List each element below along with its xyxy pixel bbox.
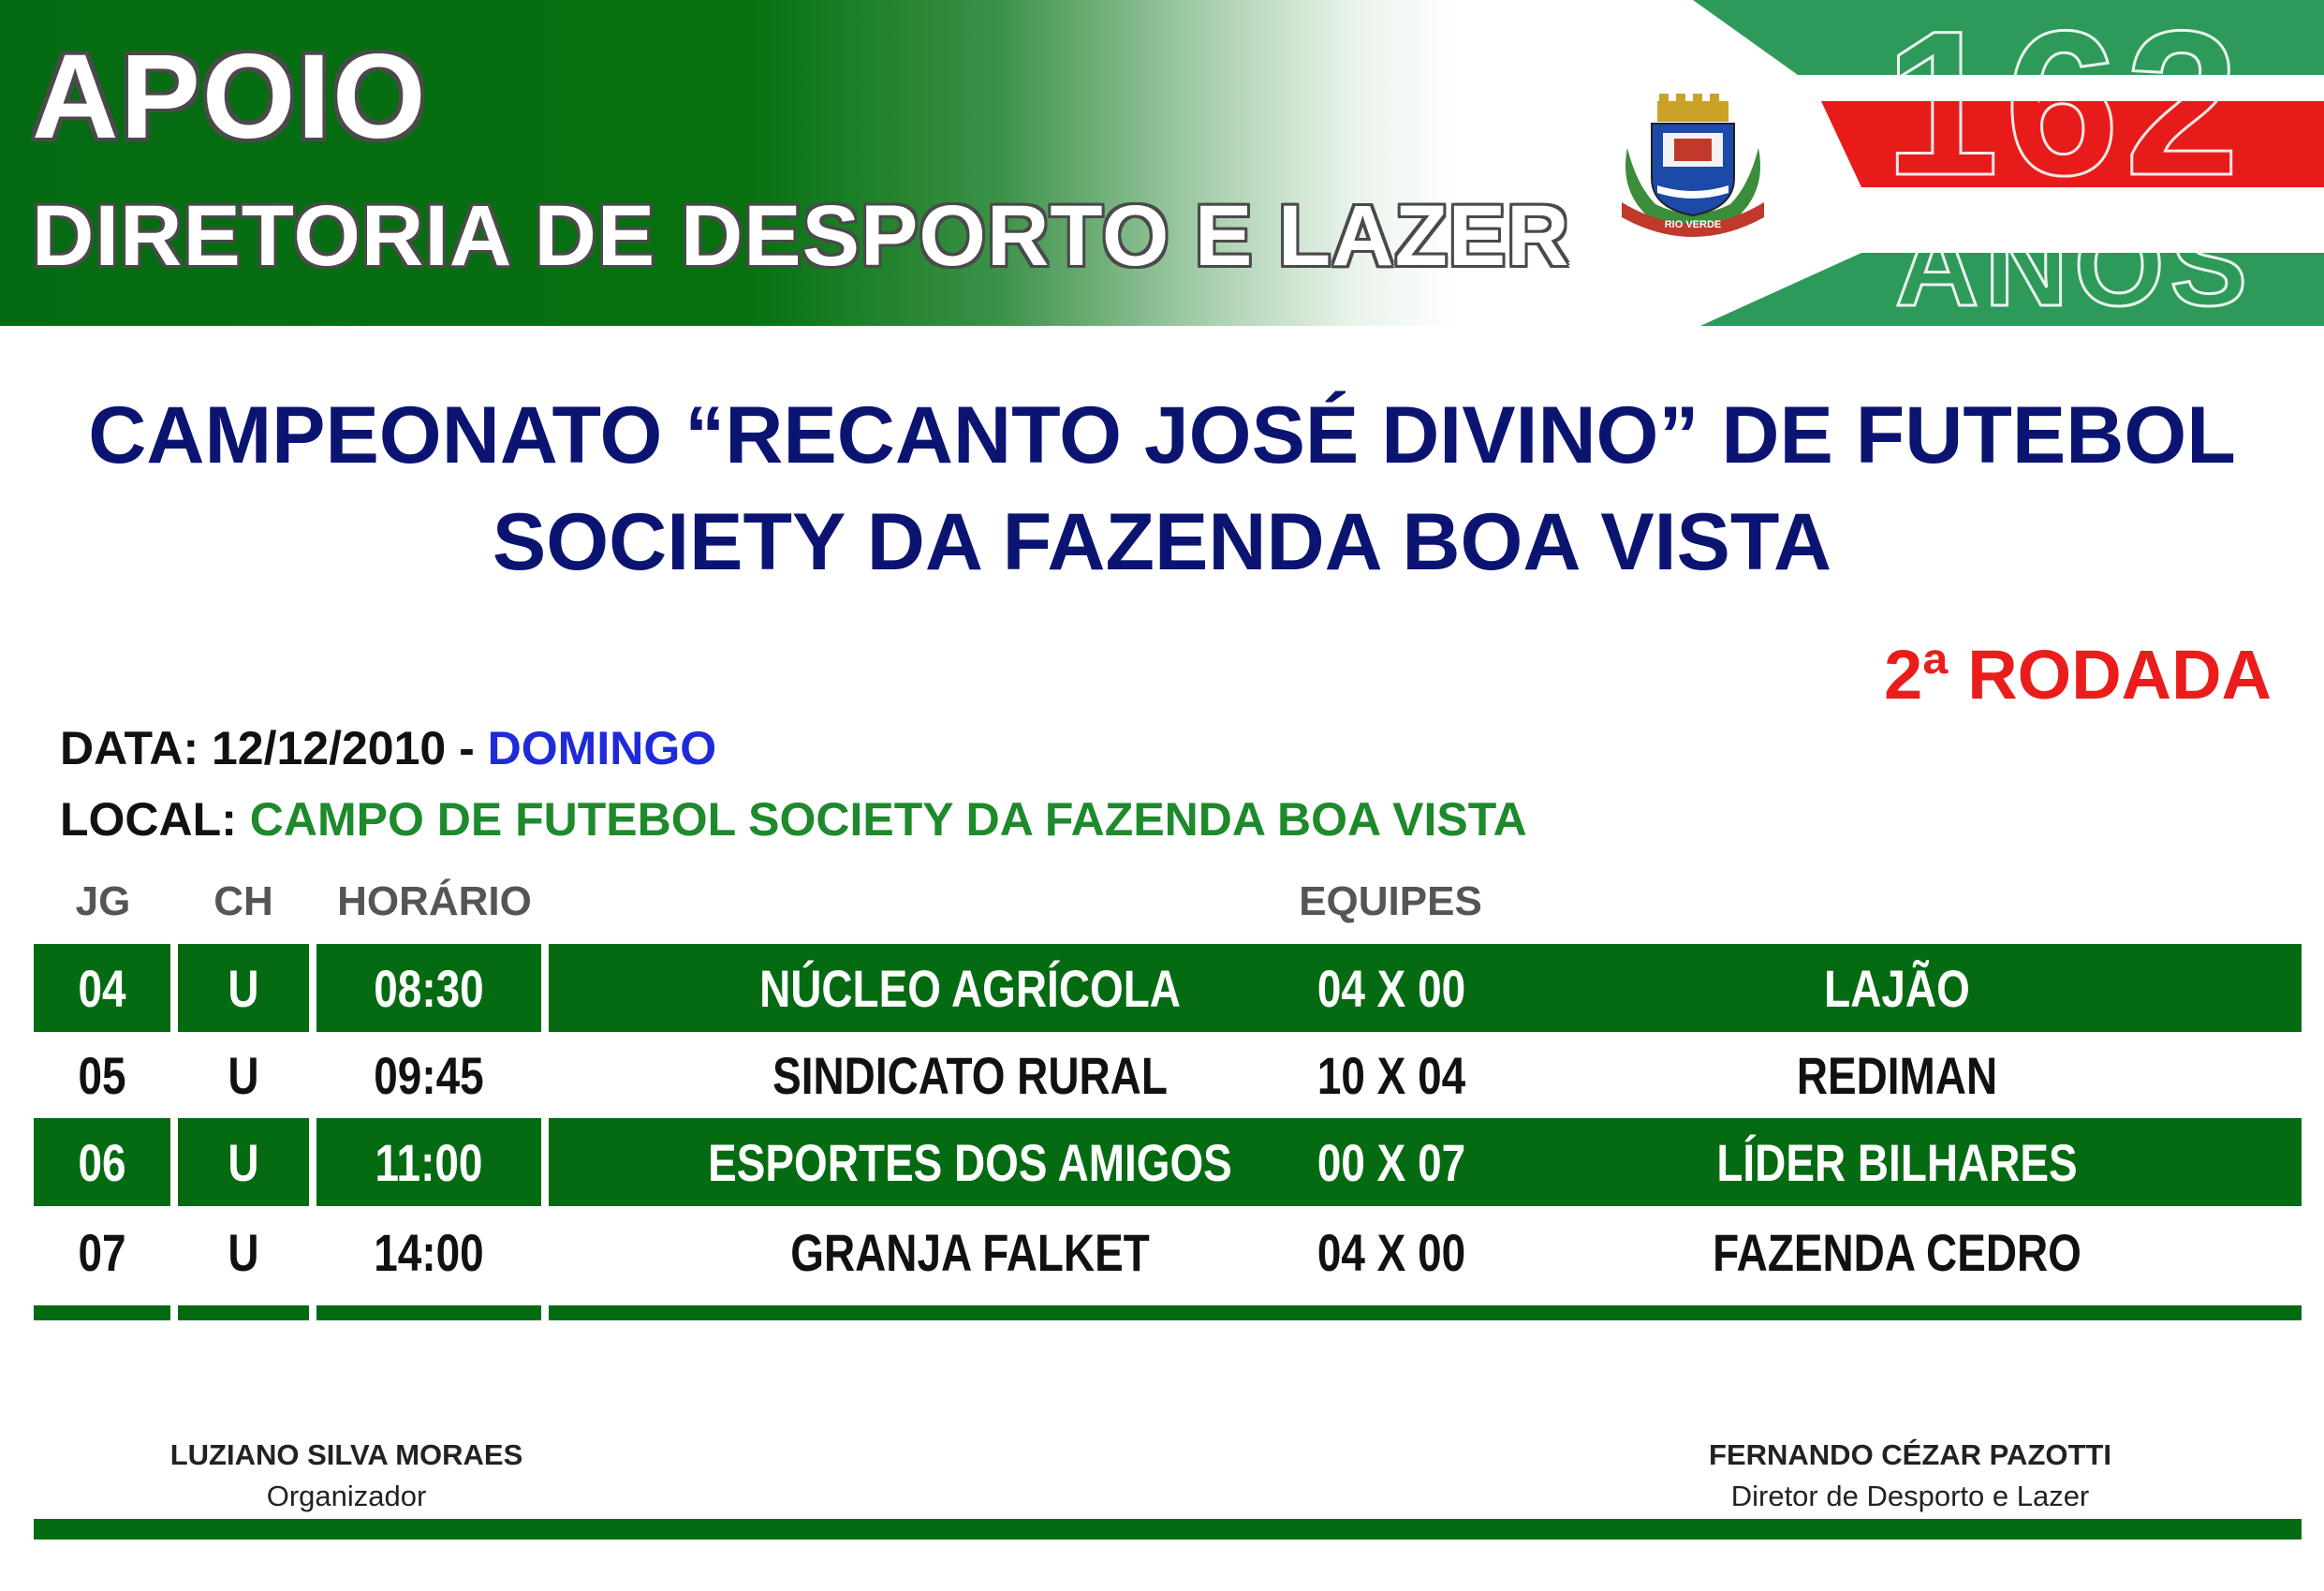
anniversary-label: ANOS bbox=[1894, 201, 2254, 326]
match-score: 10 X 04 bbox=[1316, 1045, 1466, 1105]
match-score: 04 X 00 bbox=[1316, 1222, 1466, 1282]
date-day: DOMINGO bbox=[487, 722, 717, 774]
table-bottom-bar bbox=[34, 1305, 2302, 1320]
event-title-line1: CAMPEONATO “RECANTO JOSÉ DIVINO” DE FUTEBOL bbox=[88, 390, 2236, 480]
match-score: 00 X 07 bbox=[1316, 1132, 1466, 1192]
match-row bbox=[34, 1032, 2302, 1118]
match-home-team: ESPORTES DOS AMIGOS bbox=[708, 1132, 1232, 1192]
match-category: U bbox=[228, 1222, 259, 1282]
match-category: U bbox=[228, 1045, 259, 1105]
match-row bbox=[34, 944, 2302, 1032]
event-title-line2: SOCIETY DA FAZENDA BOA VISTA bbox=[492, 497, 1832, 587]
round-label: 2ª RODADA bbox=[1884, 636, 2272, 714]
director-name: FERNANDO CÉZAR PAZOTTI bbox=[1709, 1438, 2111, 1471]
event-title bbox=[0, 382, 2324, 596]
director-role: Diretor de Desporto e Lazer bbox=[1730, 1480, 2090, 1512]
signature-director bbox=[1667, 1435, 2154, 1517]
match-away-team: REDIMAN bbox=[1796, 1045, 1998, 1105]
match-away-team: LAJÃO bbox=[1824, 958, 1970, 1018]
column-header-ch: CH bbox=[213, 878, 273, 924]
column-header-jg: JG bbox=[75, 878, 131, 924]
match-game-number: 04 bbox=[78, 958, 126, 1018]
match-row bbox=[34, 1118, 2302, 1206]
organizer-name: LUZIANO SILVA MORAES bbox=[169, 1438, 523, 1471]
city-crest-logo bbox=[1609, 92, 1777, 242]
match-home-team: GRANJA FALKET bbox=[790, 1222, 1150, 1282]
match-category: U bbox=[228, 958, 259, 1018]
match-home-team: SINDICATO RURAL bbox=[772, 1045, 1168, 1105]
match-away-team: FAZENDA CEDRO bbox=[1713, 1222, 2081, 1282]
anniversary-number: 162 bbox=[1884, 0, 2245, 218]
date-label: DATA: 12/12/2010 - bbox=[60, 722, 488, 774]
header-banner bbox=[0, 0, 2324, 326]
location-value: CAMPO DE FUTEBOL SOCIETY DA FAZENDA BOA VISTA bbox=[249, 793, 1527, 846]
match-time: 11:00 bbox=[375, 1132, 483, 1192]
location-label: LOCAL: bbox=[60, 793, 250, 846]
match-home-team: NÚCLEO AGRÍCOLA bbox=[759, 958, 1181, 1018]
date-line bbox=[60, 721, 716, 775]
match-table bbox=[34, 944, 2302, 1298]
match-time: 08:30 bbox=[374, 958, 484, 1018]
column-header-horario: HORÁRIO bbox=[337, 878, 532, 924]
match-category: U bbox=[228, 1132, 259, 1192]
location-line bbox=[60, 792, 1527, 847]
match-game-number: 07 bbox=[78, 1222, 126, 1282]
banner-subtitle: DIRETORIA DE DESPORTO E LAZER bbox=[32, 188, 1570, 284]
organizer-role: Organizador bbox=[266, 1480, 427, 1512]
match-score: 04 X 00 bbox=[1316, 958, 1466, 1018]
signature-organizer bbox=[159, 1435, 534, 1517]
crest-label: RIO VERDE bbox=[1664, 219, 1722, 230]
match-game-number: 05 bbox=[78, 1045, 126, 1105]
match-game-number: 06 bbox=[78, 1132, 126, 1192]
banner-title: APOIO bbox=[32, 30, 428, 164]
match-time: 09:45 bbox=[374, 1045, 484, 1105]
match-away-team: LÍDER BILHARES bbox=[1716, 1132, 2078, 1192]
match-row bbox=[34, 1206, 2302, 1298]
column-header-equipes: EQUIPES bbox=[1299, 878, 1482, 924]
footer-bar bbox=[34, 1519, 2302, 1539]
match-time: 14:00 bbox=[374, 1222, 484, 1282]
